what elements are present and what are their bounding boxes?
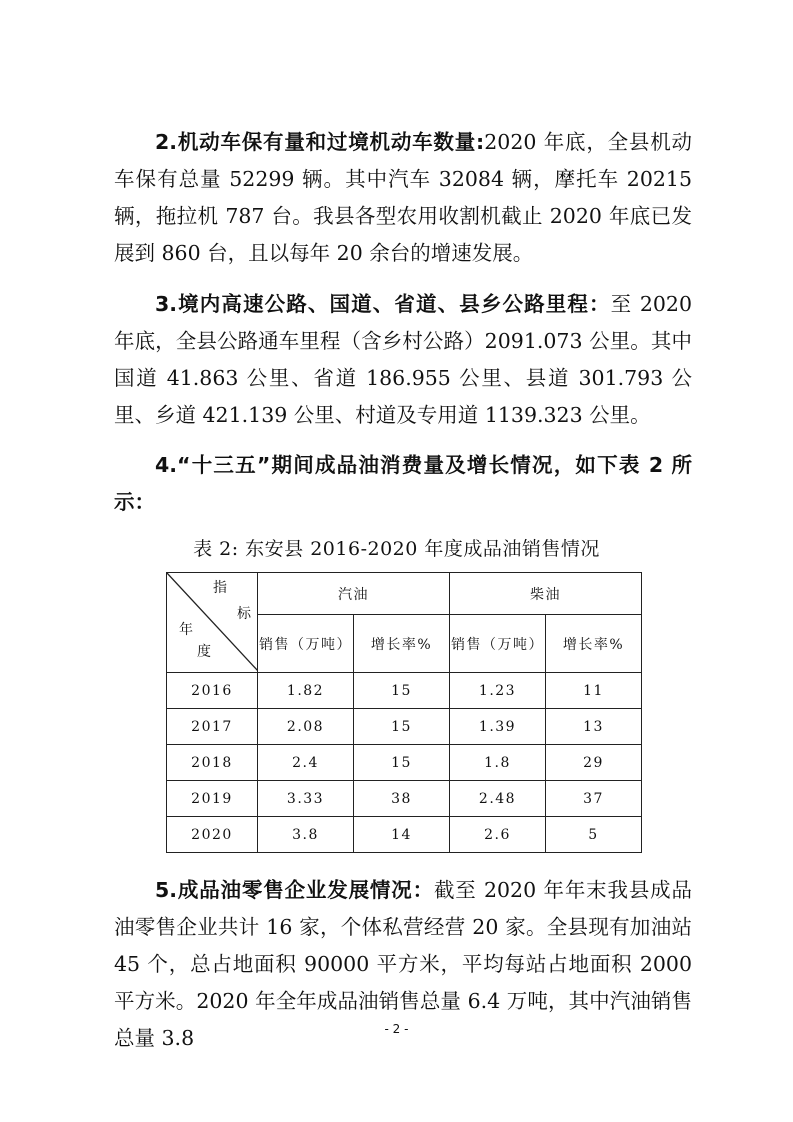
- cell-diesel-growth: 5: [546, 817, 642, 853]
- cell-gasoline-growth: 15: [354, 709, 450, 745]
- cell-gasoline-sales: 1.82: [258, 673, 354, 709]
- cell-gasoline-sales: 3.33: [258, 781, 354, 817]
- cell-gasoline-growth: 15: [354, 673, 450, 709]
- group-header-gasoline: 汽油: [258, 573, 450, 615]
- cell-diesel-growth: 29: [546, 745, 642, 781]
- table-row: [167, 817, 642, 853]
- section-oil-consumption: [114, 447, 692, 521]
- cell-year: 2019: [167, 781, 258, 817]
- section-motor-vehicles: [114, 124, 692, 272]
- cell-diesel-sales: 1.39: [450, 709, 546, 745]
- cell-gasoline-growth: 38: [354, 781, 450, 817]
- section-heading: 5.成品油零售企业发展情况：: [155, 878, 434, 902]
- cell-gasoline-growth: 14: [354, 817, 450, 853]
- subheader-diesel-sales: 销售（万吨）: [450, 615, 546, 673]
- group-header-diesel: 柴油: [450, 573, 642, 615]
- section-road-mileage: [114, 286, 692, 434]
- section-heading: 3.境内高速公路、国道、省道、县乡公路里程：: [155, 292, 611, 316]
- corner-label: 标: [237, 606, 253, 622]
- corner-label: 度: [197, 644, 213, 660]
- oil-sales-table: [166, 572, 642, 853]
- cell-diesel-growth: 13: [546, 709, 642, 745]
- cell-diesel-sales: 2.48: [450, 781, 546, 817]
- cell-diesel-sales: 2.6: [450, 817, 546, 853]
- cell-diesel-sales: 1.8: [450, 745, 546, 781]
- page-number: - 2 -: [384, 1022, 409, 1036]
- subheader-diesel-growth: 增长率%: [546, 615, 642, 673]
- corner-header-cell: [167, 573, 258, 673]
- cell-year: 2016: [167, 673, 258, 709]
- table-header-row: [167, 573, 642, 615]
- cell-year: 2018: [167, 745, 258, 781]
- section-body: 2020 年底，全县机动车保有总量 52299 辆。其中汽车 32084 辆，摩托车 20215 辆，拖拉机 787 台。我县各型农用收割机截止 2020 年底已发展到 860 台，且以每年 20 余台的增速发展。: [114, 130, 693, 265]
- cell-diesel-growth: 11: [546, 673, 642, 709]
- corner-label: 指: [213, 580, 229, 596]
- section-body: 截至 2020 年年末我县成品油零售企业共计 16 家，个体私营经营 20 家。全县现有加油站 45 个，总占地面积 90000 平方米，平均每站占地面积 2000 平方米。2020 年全年成品油销售总量 6.4 万吨，其中汽油销售总量 3.8: [114, 878, 693, 1050]
- cell-gasoline-growth: 15: [354, 745, 450, 781]
- section-heading: 4.“十三五”期间成品油消费量及增长情况，如下表 2 所示：: [114, 453, 692, 514]
- table-row: [167, 745, 642, 781]
- table-row: [167, 673, 642, 709]
- corner-label: 年: [179, 622, 195, 638]
- cell-year: 2020: [167, 817, 258, 853]
- cell-gasoline-sales: 2.4: [258, 745, 354, 781]
- cell-gasoline-sales: 3.8: [258, 817, 354, 853]
- table-row: [167, 781, 642, 817]
- section-heading: 2.机动车保有量和过境机动车数量:: [155, 130, 485, 154]
- table-row: [167, 709, 642, 745]
- cell-diesel-growth: 37: [546, 781, 642, 817]
- subheader-gasoline-growth: 增长率%: [354, 615, 450, 673]
- cell-diesel-sales: 1.23: [450, 673, 546, 709]
- section-body: 至 2020 年底，全县公路通车里程（含乡村公路）2091.073 公里。其中国道 41.863 公里、省道 186.955 公里、县道 301.793 公里、乡道 421.139 公里、村道及专用道 1139.323 公里。: [114, 292, 692, 427]
- cell-gasoline-sales: 2.08: [258, 709, 354, 745]
- subheader-gasoline-sales: 销售（万吨）: [258, 615, 354, 673]
- cell-year: 2017: [167, 709, 258, 745]
- table-caption: 表 2: 东安县 2016-2020 年度成品油销售情况: [193, 538, 600, 560]
